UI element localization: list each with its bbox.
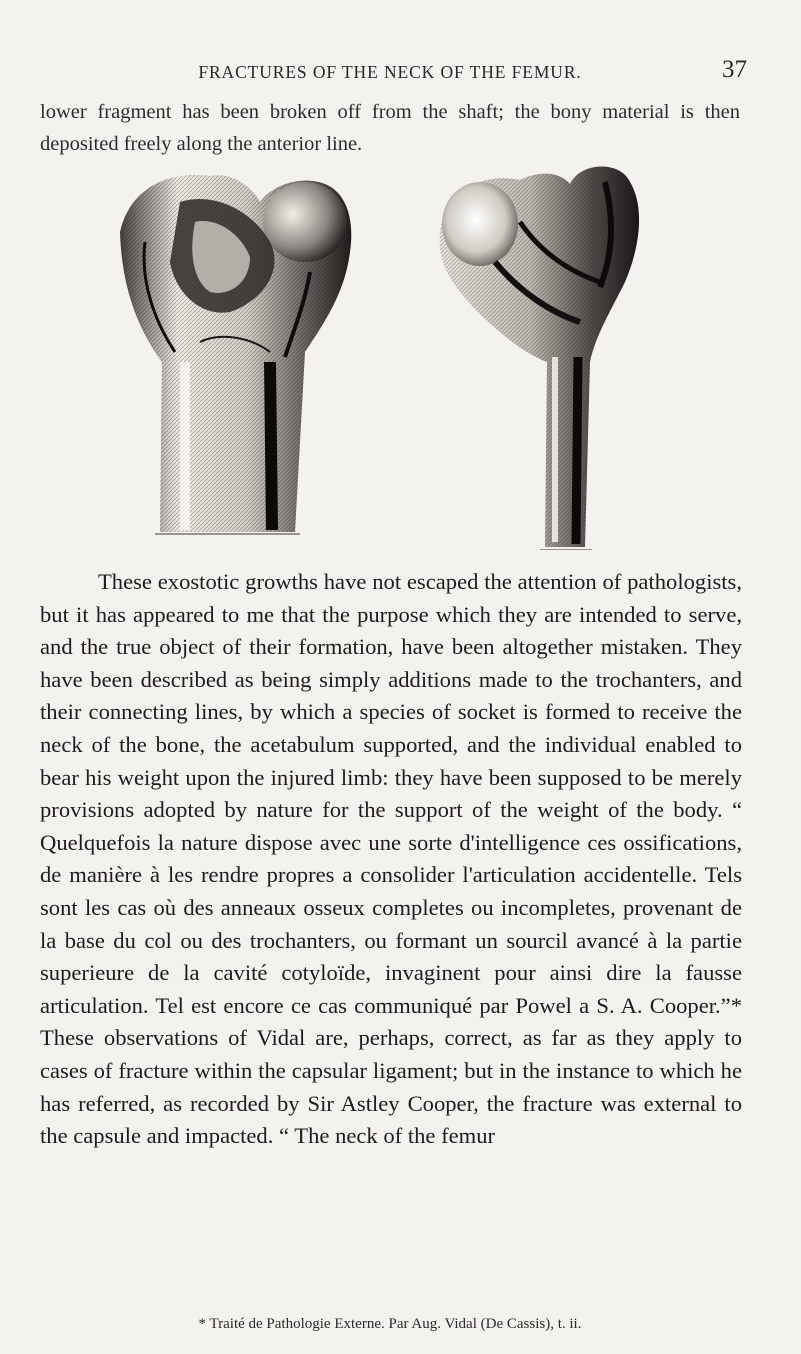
body-text-block bbox=[40, 566, 742, 1153]
lead-paragraph: lower fragment has been broken off from the shaft; the bony material is then deposited freely along the anterior line. bbox=[40, 101, 740, 155]
body-paragraph: These exostotic growths have not escaped the attention of pathologists, but it has appeared to me that the purpose which they are intended to serve, and the true object of their formation, have been altogether mistaken. They have been described as being simply additions made to the trochanters, and their connecting lines, by which a species of socket is formed to receive the neck of the bone, the acetabulum supported, and the individual enabled to bear his weight upon the injured limb: they have been supposed to be merely provisions adopted by nature for the support of the weight of the body. “ Quelquefois la nature dispose avec une sorte d'intelligence ces ossifications, de manière à les rendre propres a consolider l'articulation accidentelle. Tels sont les cas où des anneaux osseux completes ou incompletes, provenant de la base du col ou des trochanters, ou formant un sourcil avancé à la partie superieure de la cavité cotyloïde, invaginent pour ainsi dire la fausse articulation. Tel est encore ce cas communiqué par Powel a S. A. Cooper.”* These observations of Vidal are, perhaps, correct, as far as they apply to cases of fracture within the capsular ligament; but in the instance to which he has referred, as recorded by Sir Astley Cooper, the fracture was external to the capsule and impacted. “ The neck of the femur bbox=[40, 569, 742, 1149]
right-femur-drawing bbox=[440, 166, 639, 550]
lead-paragraph-block bbox=[40, 96, 740, 160]
engraving-two-femurs-icon bbox=[100, 162, 700, 550]
left-femur-drawing bbox=[120, 175, 351, 534]
footnote: * Traité de Pathologie Externe. Par Aug. Vidal (De Cassis), t. ii. bbox=[198, 1316, 582, 1332]
page-number: 37 bbox=[722, 56, 747, 83]
femur-illustration bbox=[100, 162, 700, 550]
running-header: FRACTURES OF THE NECK OF THE FEMUR. bbox=[198, 62, 582, 82]
